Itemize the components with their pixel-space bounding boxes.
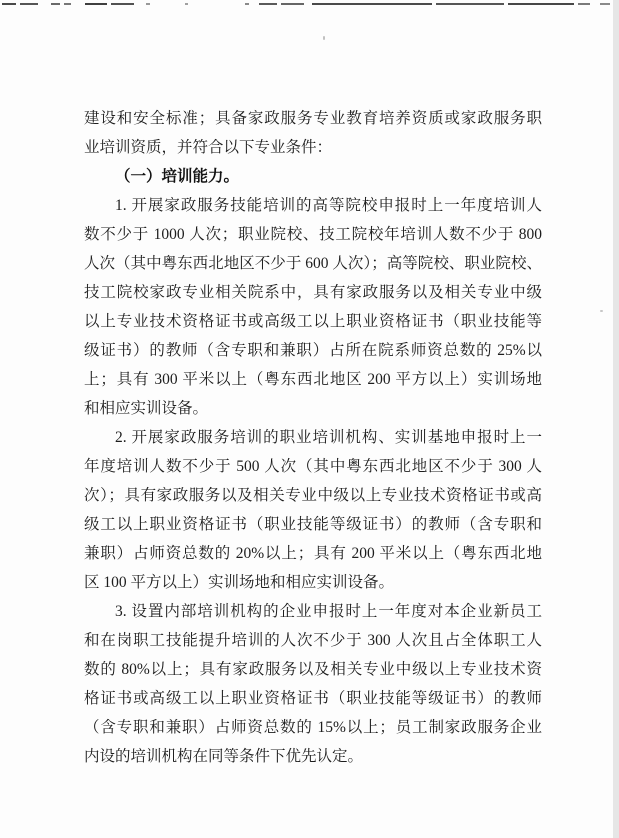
- text-line: 2. 开展家政服务培训的职业培训机构、实训基地申报时上一: [115, 429, 542, 446]
- text-line: 级工以上职业资格证书（职业技能等级证书）的教师（含专职和: [84, 516, 542, 533]
- text-line: 和相应实训设备。: [84, 400, 209, 417]
- text-line: 格证书或高级工以上职业资格证书（职业技能等级证书）的教师: [84, 690, 542, 707]
- text-line: 3. 设置内部培训机构的企业申报时上一年度对本企业新员工: [115, 603, 542, 620]
- scan-edge-shadow: [613, 0, 619, 838]
- text-line: 数不少于 1000 人次；职业院校、技工院校年培训人数不少于 800: [84, 226, 542, 243]
- text-line: 以上专业技术资格证书或高级工以上职业资格证书（职业技能等: [84, 313, 542, 330]
- text-line: 人次（其中粤东西北地区不少于 600 人次）；高等院校、职业院校、: [84, 255, 542, 272]
- text-line: 年度培训人数不少于 500 人次（其中粤东西北地区不少于 300 人: [84, 458, 542, 475]
- text-line: 内设的培训机构在同等条件下优先认定。: [84, 748, 364, 765]
- scan-speck: [323, 36, 325, 40]
- text-line: 技工院校家政专业相关院系中，具有家政服务以及相关专业中级: [84, 284, 542, 301]
- text-line: 兼职）占师资总数的 20%以上；具有 200 平米以上（粤东西北地: [84, 545, 542, 562]
- section-heading: （一）培训能力。: [115, 168, 240, 185]
- text-line: 建设和安全标准；具备家政服务专业教育培养资质或家政服务职: [84, 110, 542, 127]
- scan-speck: [600, 310, 603, 312]
- text-line: 数的 80%以上；具有家政服务以及相关专业中级以上专业技术资: [84, 661, 542, 678]
- text-line: 和在岗职工技能提升培训的人次不少于 300 人次且占全体职工人: [84, 632, 542, 649]
- text-line: （含专职和兼职）占师资总数的 15%以上；员工制家政服务企业: [84, 719, 542, 736]
- text-line: 业培训资质，并符合以下专业条件：: [84, 139, 333, 156]
- scan-noise-top-band: [0, 2, 619, 7]
- text-line: 1. 开展家政服务技能培训的高等院校申报时上一年度培训人: [115, 197, 542, 214]
- text-line: 级证书）的教师（含专职和兼职）占所在院系师资总数的 25%以: [84, 342, 542, 359]
- text-line: 区 100 平方以上）实训场地和相应实训设备。: [84, 574, 395, 591]
- document-body: [84, 104, 542, 771]
- text-line: 次）；具有家政服务以及相关专业中级以上专业技术资格证书或高: [84, 487, 542, 504]
- text-line: 上；具有 300 平米以上（粤东西北地区 200 平方以上）实训场地: [84, 371, 542, 388]
